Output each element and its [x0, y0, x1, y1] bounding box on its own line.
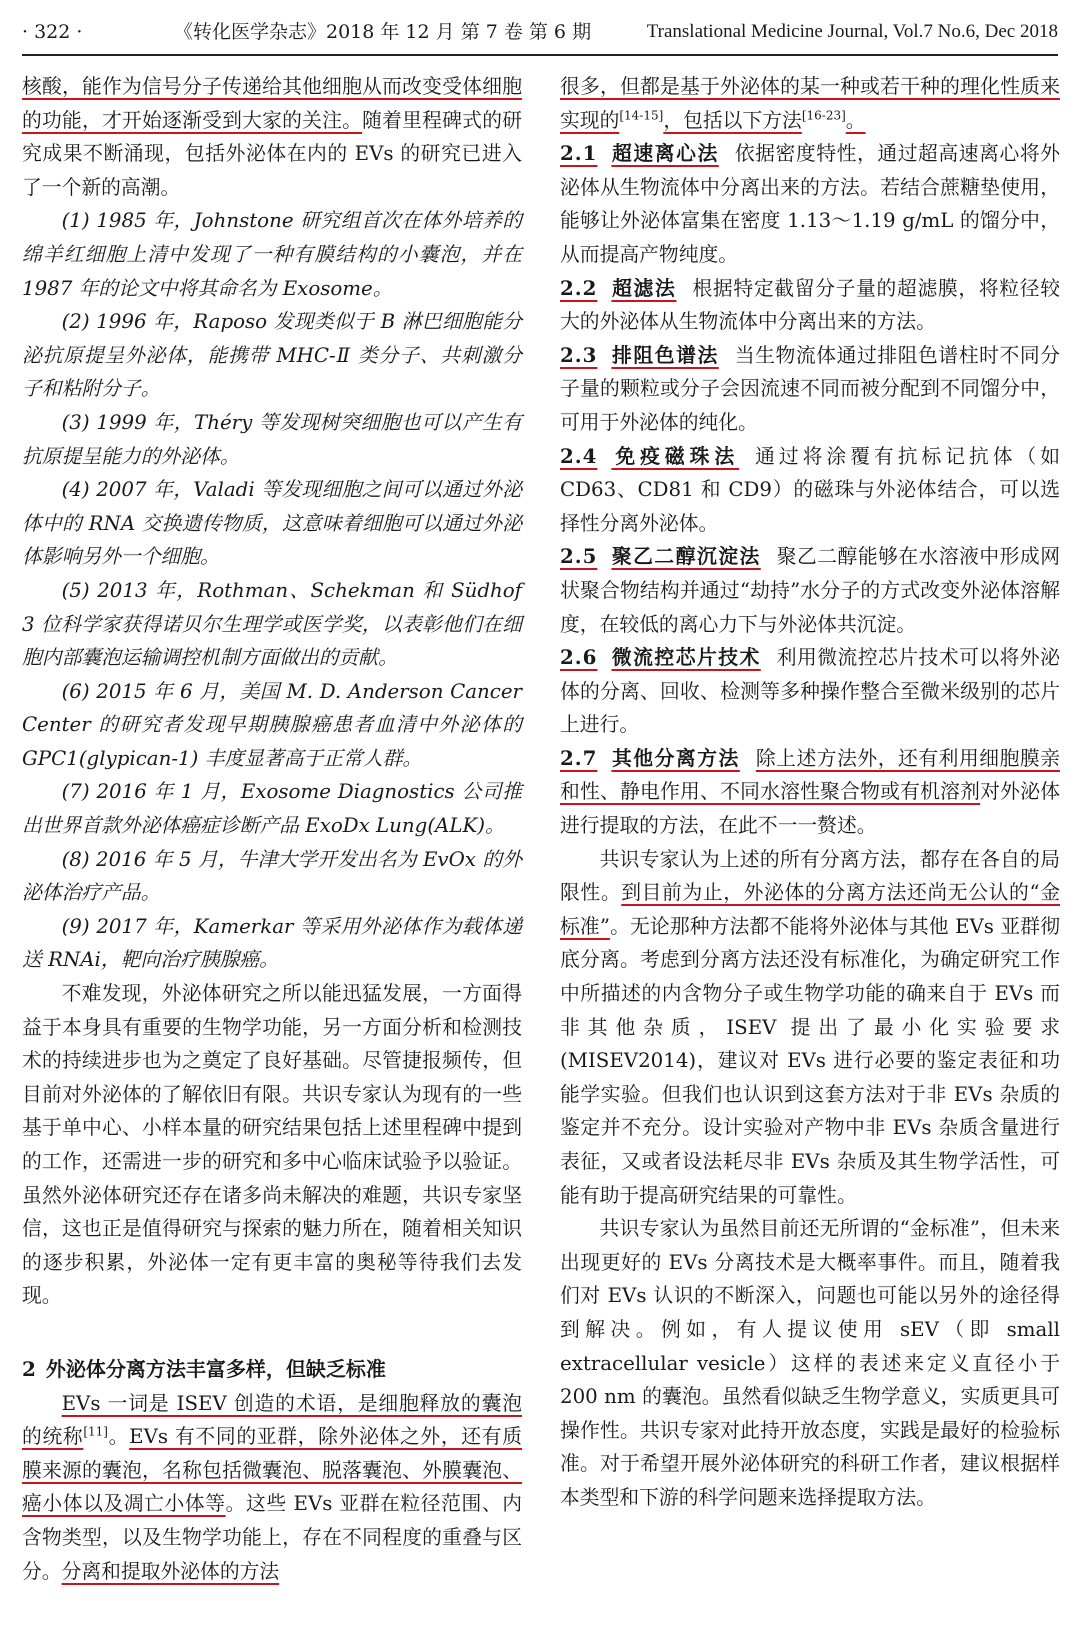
method-item: 2.3 排阻色谱法 当生物流体通过排阻色谱柱时不同分子量的颗粒或分子会因流速不同而被分配到不同馏分中，可用于外泌体的纯化。	[560, 342, 1060, 434]
intro-paragraph: 核酸，能作为信号分子传递给其他细胞从而改变受体细胞的功能，才开始逐渐受到大家的关注。随着里程碑式的研究成果不断涌现，包括外泌体在内的 EVs 的研究已进入了一个新的高潮。	[22, 75, 522, 199]
right-column	[560, 70, 1060, 1515]
underlined-text: 到目前为止，外泌体的分离方法还尚无公认的“金标准”	[560, 881, 1060, 938]
summary-paragraph: 不难发现，外泌体研究之所以能迅猛发展，一方面得益于本身具有重要的生物学功能，另一方面分析和检测技术的持续进步也为之奠定了良好基础。尽管捷报频传，但目前对外泌体的了解依旧有限。共识专家认为现有的一些基于单中心、小样本量的研究结果包括上述里程碑中提到的工作，还需进一步的研究和多中心临床试验予以验证。虽然外泌体研究还存在诸多尚未解决的难题，共识专家坚信，这也正是值得研究与探索的魅力所在，随着相关知识的逐步积累，外泌体一定有更丰富的奥秘等待我们去发现。	[22, 982, 522, 1308]
final-paragraph: 共识专家认为虽然目前还无所谓的“金标准”，但未来出现更好的 EVs 分离技术是大概率事件。而且，随着我们对 EVs 认识的不断深入，问题也可能以另外的途径得到解决。例如，有人提议使用 sEV（即 small extracellular vesicle）这样的表述来定义直径小于 200 nm 的囊泡。虽然看似缺乏生物学意义，实质更具可操作性。共识专家对此持开放态度，实践是最好的检验标准。对于希望开展外泌体研究的科研工作者，建议根据样本类型和下游的科学问题来选择提取方法。	[560, 1217, 1060, 1509]
underlined-text: 除上述方法外，还有利用细胞膜亲和性、静电作用、不同水溶性聚合物或有机溶剂	[560, 746, 1060, 804]
header-rule	[22, 54, 1058, 56]
section-gap	[22, 1313, 522, 1353]
method-item: 2.7 其他分离方法 除上述方法外，还有利用细胞膜亲和性、静电作用、不同水溶性聚合物或有机溶剂对外泌体进行提取的方法，在此不一一赘述。	[560, 745, 1060, 838]
method-heading: 2.7 其他分离方法	[560, 745, 740, 770]
milestone-item: (7) 2016 年 1 月，Exosome Diagnostics 公司推出世界首款外泌体癌症诊断产品 ExoDx Lung(ALK)。	[22, 780, 522, 838]
method-heading: 2.5 聚乙二醇沉淀法	[560, 544, 761, 569]
continuation-paragraph: 很多，但都是基于外泌体的某一种或若干种的理化性质来实现的[14-15]，包括以下方法[16-23]。	[560, 75, 1060, 132]
method-heading: 2.1 超速离心法	[560, 141, 719, 166]
section2-paragraph: EVs 一词是 ISEV 创造的术语，是细胞释放的囊泡的统称[11]。EVs 有不同的亚群，除外泌体之外，还有质膜来源的囊泡，名称包括微囊泡、脱落囊泡、外膜囊泡、癌小体以及凋亡小体等。这些 EVs 亚群在粒径范围、内含物类型，以及生物学功能上，存在不同程度的重叠与区分。分离和提取外泌体的方法	[22, 1391, 522, 1583]
underlined-text: 分离和提取外泌体的方法	[61, 1559, 280, 1583]
left-column	[22, 70, 522, 1588]
milestone-item: (9) 2017 年，Kamerkar 等采用外泌体作为载体递送 RNAi，靶向治疗胰腺癌。	[22, 914, 522, 972]
milestone-item: (1) 1985 年，Johnstone 研究组首次在体外培养的绵羊红细胞上清中发现了一种有膜结构的小囊泡，并在 1987 年的论文中将其命名为 Exosome。	[22, 209, 522, 300]
milestone-item: (4) 2007 年，Valadi 等发现细胞之间可以通过外泌体中的 RNA 交换遗传物质，这意味着细胞可以通过外泌体影响另外一个细胞。	[22, 478, 522, 569]
citation: [14-15]	[619, 108, 664, 122]
page-number: · 322 ·	[22, 21, 83, 43]
journal-title-zh: 《转化医学杂志》2018 年 12 月 第 7 卷 第 6 期	[174, 21, 592, 43]
milestone-item: (6) 2015 年 6 月，美国 M. D. Anderson Cancer Center 的研究者发现早期胰腺癌患者血清中外泌体的 GPC1(glypican-1) 丰度显著高于正常人群。	[22, 679, 522, 770]
method-heading: 2.6 微流控芯片技术	[560, 645, 761, 670]
method-heading: 2.2 超滤法	[560, 275, 677, 300]
underlined-text: EVs 有不同的亚群，除外泌体之外，还有质膜来源的囊泡，名称包括微囊泡、脱落囊泡、外膜囊泡、癌小体以及凋亡小体等	[22, 1425, 522, 1516]
method-heading: 2.4 免疫磁珠法	[560, 443, 740, 468]
method-item: 2.4 免疫磁珠法 通过将涂覆有抗标记抗体（如 CD63、CD81 和 CD9）的磁珠与外泌体结合，可以选择性分离外泌体。	[560, 443, 1060, 535]
consensus-paragraph: 共识专家认为上述的所有分离方法，都存在各自的局限性。到目前为止，外泌体的分离方法还尚无公认的“金标准”。无论那种方法都不能将外泌体与其他 EVs 亚群彻底分离。考虑到分离方法还没有标准化，为确定研究工作中所描述的内含物分子或生物学功能的确来自于 EVs 而非其他杂质，ISEV 提出了最小化实验要求(MISEV2014)，建议对 EVs 进行必要的鉴定表征和功能学实验。但我们也认识到这套方法对于非 EVs 杂质的鉴定并不充分。设计实验对产物中非 EVs 杂质含量进行表征，又或者设法耗尽非 EVs 杂质及其生物学活性，可能有助于提高研究结果的可靠性。	[560, 847, 1060, 1207]
method-item: 2.5 聚乙二醇沉淀法 聚乙二醇能够在水溶液中形成网状聚合物结构并通过“劫持”水分子的方式改变外泌体溶解度，在较低的离心力下与外泌体共沉淀。	[560, 544, 1060, 636]
citation: [11]	[83, 1424, 108, 1439]
underlined-text: EVs 一词是 ISEV 创造的术语，是细胞释放的囊泡的统称	[22, 1391, 522, 1449]
method-item: 2.6 微流控芯片技术 利用微流控芯片技术可以将外泌体的分离、回收、检测等多种操作整合至微米级别的芯片上进行。	[560, 645, 1060, 737]
section-heading: 2 外泌体分离方法丰富多样，但缺乏标准	[22, 1356, 386, 1381]
running-header	[22, 14, 1058, 50]
underlined-text: 核酸，能作为信号分子传递给其他细胞从而改变受体细胞的功能，才开始逐渐受到大家的关注。	[22, 75, 522, 132]
milestone-item: (5) 2013 年，Rothman、Schekman 和 Südhof 3 位科学家获得诺贝尔生理学或医学奖，以表彰他们在细胞内部囊泡运输调控机制方面做出的贡献。	[22, 578, 522, 670]
milestone-item: (8) 2016 年 5 月，牛津大学开发出名为 EvOx 的外泌体治疗产品。	[22, 847, 522, 905]
milestone-item: (3) 1999 年，Théry 等发现树突细胞也可以产生有抗原提呈能力的外泌体。	[22, 410, 522, 468]
citation: [16-23]	[801, 108, 846, 122]
method-item: 2.2 超滤法 根据特定截留分子量的超滤膜，将粒径较大的外泌体从生物流体中分离出来的方法。	[560, 275, 1060, 334]
milestone-item: (2) 1996 年，Raposo 发现类似于 B 淋巴细胞能分泌抗原提呈外泌体，能携带 MHC-Ⅱ 类分子、共刺激分子和粘附分子。	[22, 310, 522, 401]
method-item: 2.1 超速离心法 依据密度特性，通过超高速离心将外泌体从生物流体中分离出来的方法。若结合蔗糖垫使用，能够让外泌体富集在密度 1.13～1.19 g/mL 的馏分中，从而提高产物纯度。	[560, 141, 1060, 266]
underlined-text: 很多，但都是基于外泌体的某一种或若干种的理化性质来实现的	[560, 75, 1060, 132]
journal-title-en: Translational Medicine Journal, Vol.7 No.6, Dec 2018	[646, 21, 1058, 42]
method-heading: 2.3 排阻色谱法	[560, 342, 719, 367]
